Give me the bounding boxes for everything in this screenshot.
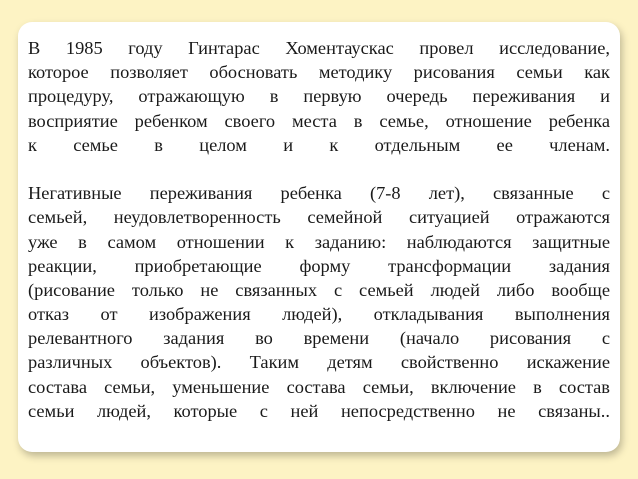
text-line: отказ от изображения людей), откладывания выполнения <box>28 304 610 325</box>
text-line: восприятие ребенком своего места в семье, отношение ребенка <box>28 110 610 131</box>
paragraph-gap <box>28 157 610 181</box>
text-line: семьей, неудовлетворенность семейной ситуацией отражаются <box>28 207 610 228</box>
text-body <box>28 36 610 423</box>
text-line: семьи людей, которые с ней непосредственно не связаны.. <box>28 400 610 421</box>
paragraph-2 <box>28 181 610 423</box>
text-line: которое позволяет обосновать методику рисования семьи как <box>28 62 610 83</box>
paragraph-1 <box>28 36 610 157</box>
text-line: к семье в целом и к отдельным ее членам. <box>28 134 610 155</box>
text-line: состава семьи, уменьшение состава семьи, включение в состав <box>28 376 610 397</box>
text-line: реакции, приобретающие форму трансформации задания <box>28 255 610 276</box>
text-line: уже в самом отношении к заданию: наблюдаются защитные <box>28 231 610 252</box>
text-line: различных объектов). Таким детям свойственно искажение <box>28 352 610 373</box>
text-card <box>18 22 620 452</box>
text-line: Негативные переживания ребенка (7-8 лет), связанные с <box>28 183 610 204</box>
text-line: (рисование только не связанных с семьей людей либо вообще <box>28 279 610 300</box>
text-line: В 1985 году Гинтарас Хоментаускас провел исследование, <box>28 38 610 58</box>
text-line: релевантного задания во времени (начало рисования с <box>28 328 610 349</box>
text-line: процедуру, отражающую в первую очередь переживания и <box>28 86 610 107</box>
